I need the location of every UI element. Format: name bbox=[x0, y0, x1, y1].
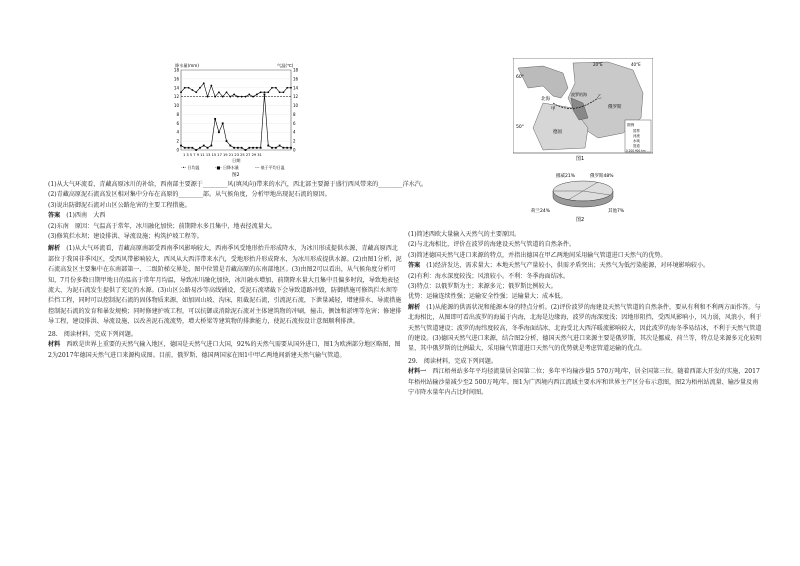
legend-scale: 0 200 400 km bbox=[626, 148, 646, 153]
analysis-text: (1)从大气环流看，青藏高原南部受西南季风影响较大，西南季风受地形抬升形成降水，为冰川形成提供水源，青藏高原西北部位于我国非季风区，受西风带影响较大，西风从大西洋带来水汽，受地形抬升形成降水，为冰川形成提供水源。(2)由图1分析，泥石流高发区主要集中在东南部第一、二级阶梯交界处，图中位置是青藏高原的东南部地区。(3)由图2可以看出，从气候角度分析可知，7月份多数日期甲地日的温高于常年月均温，导致冰川融化加快，冰川融水增加，前期降水量大且集中且偏多时段，导致地表径流大，为泥石流发生提供了充足的水源。(3)山区公路易沙等高线铺设，受泥石流堵截下会导致道路冲毁，防御措施可修筑拦水坝等拦挡工程，同时可以控制泥石流的固体物质来源，如加固山坡、沟床，阻截泥石流，引流泥石流，下泄量减轻，增建排水、导流措施控制泥石流的发育和暴发规模；同时修建护坡工程，可以抗御或消除泥石流对主体建筑物的冲刷，撞击，侧蚀和淤埋等危害；修建排导工程，建设排洪、导流设施，以改善泥石流流势，增大桥梁等建筑物的排泄能力，使泥石流按设计意图顺利排泄。 bbox=[48, 245, 402, 326]
temperature-point bbox=[203, 82, 205, 84]
lat-60-label: 60° bbox=[516, 75, 524, 80]
y-axis-label-right: 气温(℃) bbox=[277, 63, 294, 68]
temperature-point bbox=[260, 91, 262, 93]
analysis-label: 解析 bbox=[48, 245, 61, 253]
precipitation-point bbox=[267, 145, 269, 147]
r-question-2: (2)与北海相比，评价在波罗的海建设天然气管道的自然条件。 bbox=[408, 241, 576, 249]
material-label: 材料 bbox=[48, 341, 61, 349]
precipitation-point bbox=[279, 145, 281, 147]
answer-label: 答案 bbox=[48, 212, 61, 220]
label-yi: 乙 bbox=[597, 95, 602, 100]
r-answer-2: (2)有利：海水深度较浅；风浪较小。不利：冬季海面结冰。 bbox=[408, 272, 569, 280]
y-tick-right: 2 bbox=[293, 138, 296, 144]
precipitation-point bbox=[222, 122, 224, 124]
temperature-point bbox=[245, 96, 247, 98]
precipitation-point bbox=[207, 147, 209, 149]
legend-bar: -■- 日降水量 bbox=[215, 165, 239, 170]
y-tick-right: 16 bbox=[293, 76, 299, 82]
temperature-point bbox=[267, 91, 269, 93]
map-caption: 图1 bbox=[576, 156, 585, 162]
r-analysis-label: 解析 bbox=[408, 303, 421, 311]
chart-svg bbox=[163, 60, 313, 180]
pie-label-netherlands: 荷兰24% bbox=[531, 209, 551, 214]
temperature-point bbox=[237, 96, 239, 98]
r-material-text: 西江梧州站多年平均径流量居全国第二位；多年平均输沙量5 570万吨/年，居全国第三位。随着西部大开发的实施，2017年梧州站输沙量减少至2 500万吨/年。图1为广西境内西江流域主要水库和世界主产区分布示意图，图2为梧州站流量、输沙量及南宁市降水量年内占比时间图。 bbox=[408, 368, 760, 397]
country-russia-label: 俄罗斯 bbox=[608, 105, 622, 110]
precipitation-point bbox=[290, 147, 292, 149]
temperature-point bbox=[226, 91, 228, 93]
y-tick-right: 4 bbox=[293, 129, 296, 135]
legend-item-river: 河流 bbox=[633, 134, 640, 138]
temperature-point bbox=[218, 91, 220, 93]
y-tick-left: 4 bbox=[176, 129, 179, 135]
x-axis-label: 日期 bbox=[232, 158, 241, 163]
r-answer-3a: (3)特点：以俄罗斯为主；来源多元；俄罗斯比例较大。 bbox=[408, 283, 557, 291]
europe-map bbox=[513, 58, 653, 163]
legend-item-pipeline: 管道 bbox=[633, 144, 640, 148]
y-axis-label-left: 降水量(mm) bbox=[175, 63, 199, 68]
plot-frame bbox=[181, 70, 291, 150]
answer-1: (1)西南 大西 bbox=[66, 212, 106, 220]
temperature-point bbox=[191, 89, 193, 91]
precipitation-point bbox=[229, 145, 231, 147]
temperature-point bbox=[222, 96, 224, 98]
precipitation-point bbox=[218, 131, 220, 133]
precipitation-point bbox=[264, 94, 266, 96]
temperature-point bbox=[241, 96, 243, 98]
country-germany-label: 德国 bbox=[553, 130, 562, 135]
precipitation-point bbox=[260, 147, 262, 149]
temperature-point bbox=[248, 94, 250, 96]
material-text: 西欧是世界上重要的天然气输入地区，德国是天然气进口大国，92%的天然气需要从国外进口，图1为欧洲部分地区略图，图2为2017年德国天然气进口来源构成图。目前，俄罗斯、德国两国家在图1中甲乙两地间新建天然气输气管道。 bbox=[48, 341, 401, 359]
r-question-3: (3)简述德国天然气进口来源的特点，并指出德国在甲乙两地间采用输气管道进口天然气的优势。 bbox=[408, 251, 667, 259]
temperature-point bbox=[290, 87, 292, 89]
temperature-point bbox=[256, 94, 258, 96]
y-tick-right: 0 bbox=[293, 147, 296, 153]
lat-50-label: 50° bbox=[516, 125, 524, 130]
temperature-point bbox=[275, 87, 277, 89]
temperature-point bbox=[271, 87, 273, 89]
precipitation-line bbox=[181, 94, 291, 150]
y-tick-right: 14 bbox=[293, 85, 299, 91]
temperature-point bbox=[188, 87, 190, 89]
precipitation-point bbox=[275, 147, 277, 149]
y-tick-left: 10 bbox=[173, 103, 179, 109]
y-tick-left: 6 bbox=[176, 120, 179, 126]
precipitation-point bbox=[271, 147, 273, 149]
r-analysis-text: (1)从能源的供需状况和能源本身的特点分析。(2)评价波罗的海建设天然气管道的自然条件，要从有利和不利两方面作答。与北海相比，从图即可看出波罗的海属于内海，北海是边缘海，波罗的海深度浅；因地形阻挡，受西风影响小，风力弱，风浪小，利于天然气管道建设；波罗的海纬度较高，冬季海面结冰，北海受北大西洋暖流影响较大，因此波罗的海冬季易结冰，不利于天然气管道的建设。(3)德国天然气进口来源，结合图2分析，德国天然气进口来源主要是俄罗斯，其次是挪威、荷兰等，特点是来源多元化较明显，其中俄罗斯的比例最大，采用输气管道进口天然气的优势就是考虑管道运输的优点。 bbox=[408, 303, 762, 353]
temperature-point bbox=[279, 91, 281, 93]
question-29: 29. 阅读材料，完成下列问题。 bbox=[408, 357, 497, 365]
pie-svg bbox=[528, 166, 638, 224]
sea-north-label: 北海 bbox=[541, 97, 550, 102]
answer-3: (3)修筑拦水坝；建设排洪、导流设施；构筑护坡工程等。 bbox=[48, 233, 203, 241]
temperature-point bbox=[229, 96, 231, 98]
question-2: (2)青藏高原泥石流高发区相对集中分布在高原的________部。从气候角度，分析甲地出现泥石流的原因。 bbox=[48, 191, 331, 199]
x-tick-labels: 1 3 5 7 9 11 13 15 17 19 21 23 25 27 29 31 bbox=[183, 153, 262, 157]
precipitation-point bbox=[195, 149, 197, 151]
precipitation-point bbox=[191, 147, 193, 149]
r-answer-3b: 优势：运输连续性强；运输安全性强；运输量大；成本低。 bbox=[408, 293, 567, 301]
y-tick-left: 18 bbox=[173, 67, 179, 73]
precipitation-point bbox=[214, 118, 216, 120]
temperature-point bbox=[233, 94, 235, 96]
r-question-1: (1)简述西欧大量输入天然气的主要原因。 bbox=[408, 231, 521, 238]
y-tick-right: 18 bbox=[293, 67, 299, 73]
y-tick-left: 2 bbox=[176, 138, 179, 144]
precipitation-point bbox=[241, 147, 243, 149]
precipitation-point bbox=[248, 147, 250, 149]
temperature-point bbox=[180, 91, 182, 93]
y-tick-left: 8 bbox=[176, 111, 179, 117]
y-tick-right: 6 bbox=[293, 120, 296, 126]
temperature-point bbox=[210, 85, 212, 87]
chart-caption: 图2 bbox=[232, 173, 240, 178]
precipitation-point bbox=[180, 145, 182, 147]
y-tick-right: 8 bbox=[293, 111, 296, 117]
europe-map-svg bbox=[513, 58, 653, 163]
temperature-point bbox=[286, 87, 288, 89]
legend-title: 图例 bbox=[627, 123, 635, 127]
answer-2: (2)东南 原因：气温高于常年，冰川融化加快；前期降水多且集中，地表径流量大。 bbox=[48, 222, 277, 230]
precipitation-point bbox=[210, 145, 212, 147]
precipitation-point bbox=[283, 147, 285, 149]
legend-ref: --- 低于平均日温 bbox=[255, 165, 285, 170]
temperature-point bbox=[252, 96, 254, 98]
temperature-point bbox=[207, 96, 209, 98]
legend-line: -•- 日均温 bbox=[181, 165, 200, 170]
precipitation-point bbox=[286, 147, 288, 149]
pie-label-norway: 挪威21% bbox=[556, 174, 576, 179]
legend-item-water: 水域 bbox=[633, 139, 640, 143]
lon-20-label: 20°E bbox=[593, 62, 603, 67]
sea-baltic-label: 波罗的海 bbox=[571, 92, 587, 97]
temperature-point bbox=[264, 91, 266, 93]
r-material-label: 材料一 bbox=[408, 368, 427, 376]
y-tick-right: 10 bbox=[293, 103, 299, 109]
precipitation-point bbox=[199, 147, 201, 149]
y-tick-left: 14 bbox=[173, 85, 179, 91]
precipitation-point bbox=[226, 140, 228, 142]
temperature-point bbox=[199, 87, 201, 89]
pie-label-russia: 俄罗斯48% bbox=[590, 174, 614, 179]
r-answer-1: (1)经济发达，需求量大；本地天然气产量较小，供需矛盾突出；天然气为低污染能源，对环境影响较小。 bbox=[426, 262, 710, 270]
precipitation-point bbox=[252, 147, 254, 149]
precipitation-point bbox=[188, 147, 190, 149]
question-3: (3)说出防御泥石流对山区公路危害的主要工程措施。 bbox=[48, 201, 191, 209]
pie-caption: 图2 bbox=[576, 217, 585, 223]
temperature-point bbox=[195, 91, 197, 93]
label-jia: 甲 bbox=[551, 107, 556, 112]
y-tick-left: 12 bbox=[173, 94, 179, 100]
temperature-point bbox=[214, 96, 216, 98]
temperature-point bbox=[283, 91, 285, 93]
temperature-line bbox=[181, 83, 291, 96]
precipitation-point bbox=[237, 147, 239, 149]
pie-label-other: 其他7% bbox=[608, 209, 625, 214]
question-1: (1)从大气环流看，青藏高原冰川的补给，西南部主要源于________风(填风向)带来的水汽，西北部主要源于盛行西风带来的________洋水汽。 bbox=[48, 181, 428, 188]
r-answer-label: 答案 bbox=[408, 262, 421, 270]
precipitation-temperature-chart bbox=[163, 60, 313, 180]
precipitation-point bbox=[256, 147, 258, 149]
y-tick-right: 12 bbox=[293, 94, 299, 100]
y-tick-left: 0 bbox=[176, 147, 179, 153]
gas-source-pie bbox=[528, 166, 638, 224]
legend-item-border: 国界 bbox=[633, 129, 640, 133]
y-tick-left: 16 bbox=[173, 76, 179, 82]
precipitation-point bbox=[233, 147, 235, 149]
lon-40-label: 40°E bbox=[631, 62, 641, 67]
precipitation-point bbox=[245, 149, 247, 151]
temperature-point bbox=[184, 87, 186, 89]
precipitation-point bbox=[184, 147, 186, 149]
question-28: 28. 阅读材料，完成下列问题。 bbox=[48, 330, 137, 338]
precipitation-point bbox=[203, 145, 205, 147]
